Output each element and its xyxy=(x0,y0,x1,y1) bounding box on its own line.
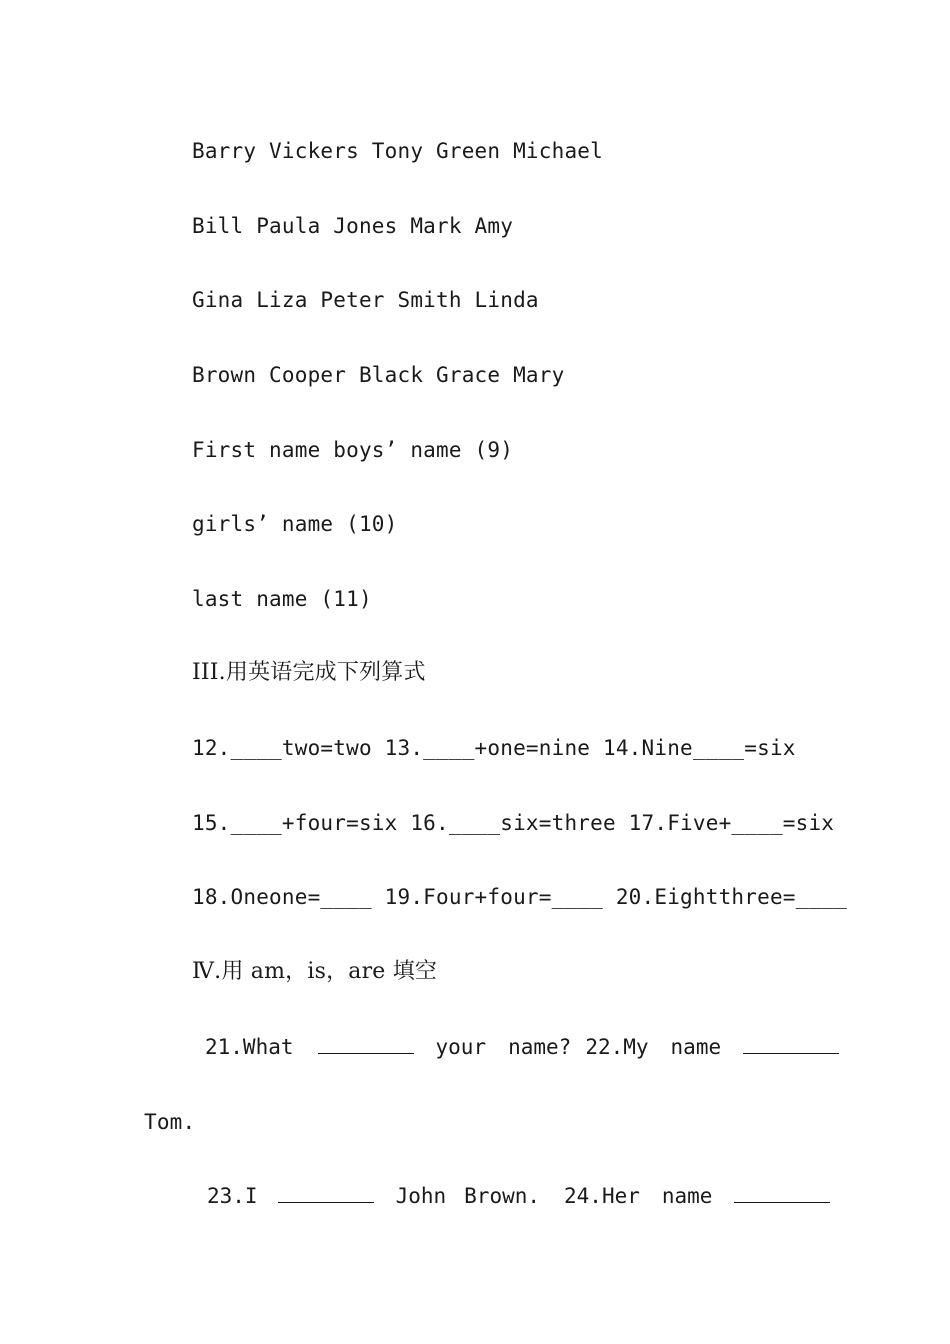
question-21-label: 21.What xyxy=(205,1035,294,1059)
blank-24[interactable] xyxy=(734,1184,830,1203)
math-row-2: 15.____+four=six 16.____six=three 17.Five+____=six xyxy=(192,811,835,835)
blank-23[interactable] xyxy=(278,1184,374,1203)
name-list-row-1: Barry Vickers Tony Green Michael xyxy=(192,139,603,163)
section-4-heading: Ⅳ.用 am，is，are 填空 xyxy=(192,959,438,984)
section-3-heading: III.用英语完成下列算式 xyxy=(192,660,426,685)
question-21-word-your: your xyxy=(435,1035,487,1059)
category-last-name: last name (11) xyxy=(192,587,372,611)
name-list-row-3: Gina Liza Peter Smith Linda xyxy=(192,288,539,312)
category-girls-name: girls’ name (10) xyxy=(192,512,398,536)
question-22-word-name: name xyxy=(670,1035,722,1059)
math-row-3: 18.Oneone=____ 19.Four+four=____ 20.Eightthree=____ xyxy=(192,885,847,909)
question-row-23-24 xyxy=(207,1183,830,1209)
question-21-word-name: name? xyxy=(508,1035,572,1059)
blank-22[interactable] xyxy=(743,1035,839,1054)
question-23-label: 23.I xyxy=(207,1184,258,1208)
name-list-row-2: Bill Paula Jones Mark Amy xyxy=(192,214,514,238)
question-22-end: Tom. xyxy=(144,1110,196,1134)
question-22-label: 22.My xyxy=(585,1035,649,1059)
math-row-1: 12.____two=two 13.____+one=nine 14.Nine____=six xyxy=(192,736,796,760)
question-23-word-john: John xyxy=(395,1184,447,1208)
blank-21[interactable] xyxy=(318,1035,414,1054)
question-24-label: 24.Her xyxy=(564,1184,640,1208)
question-24-word-name: name xyxy=(661,1184,713,1208)
category-boys-name: First name boys’ name (9) xyxy=(192,438,514,462)
question-23-word-brown: Brown. xyxy=(464,1184,541,1208)
name-list-row-4: Brown Cooper Black Grace Mary xyxy=(192,363,565,387)
question-row-21-22 xyxy=(205,1034,839,1060)
